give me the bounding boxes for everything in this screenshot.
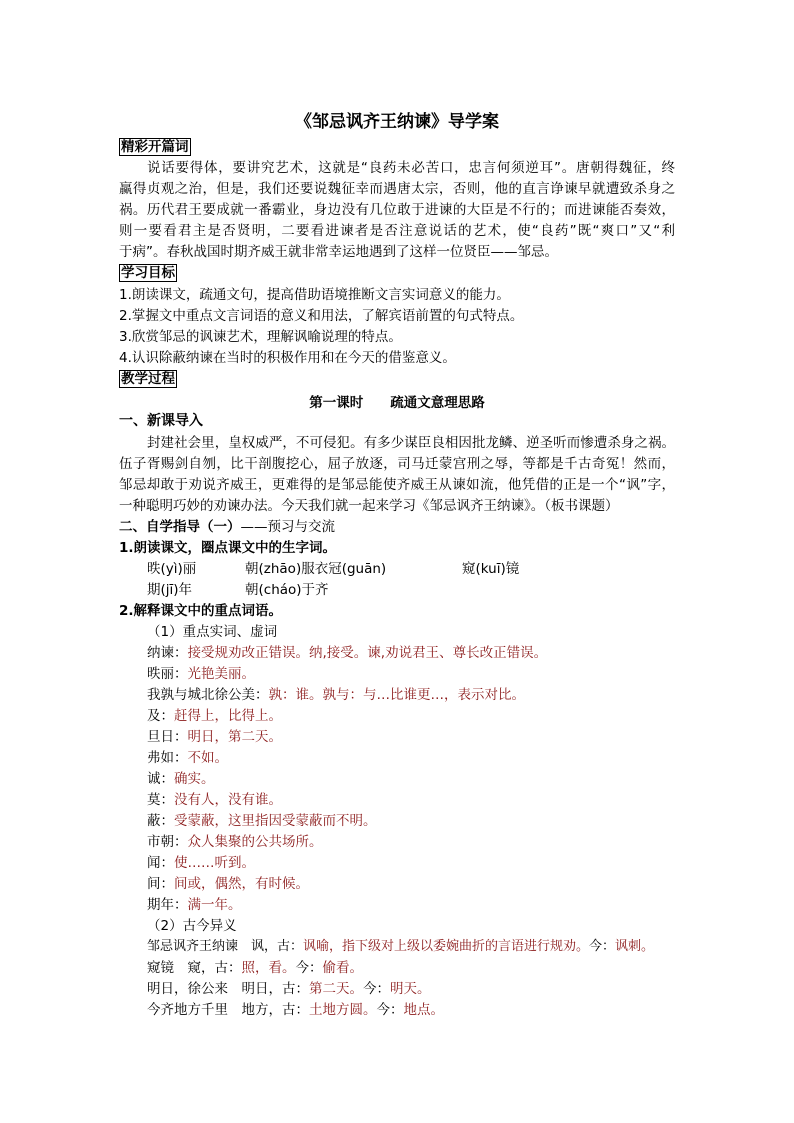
opening-line-1: 说话要得体，要讲究艺术，这就是“良药未必苦口，忠言何须逆耳”。唐朝得魏征，终 — [147, 160, 675, 176]
ancient-phrase: 邹忌讽齐王纳谏 讽，古： — [147, 939, 304, 954]
vocab-term: 昳丽： — [147, 666, 188, 682]
vocab-row — [147, 707, 282, 725]
ancient-meaning: 土地方圆。 — [309, 1002, 377, 1018]
vocab-term: 间： — [147, 876, 174, 892]
opening-line-4: 则一要看君主是否贤明，二要看进谏者是否注意说话的艺术，使“良药”既“爽口”又“利 — [119, 223, 675, 239]
vocab-row — [147, 791, 282, 809]
modern-label: 今： — [589, 939, 616, 954]
vocab-row — [147, 728, 282, 746]
modern-meaning: 偷看。 — [322, 960, 363, 976]
ancient-phrase: 窥镜 窥，古： — [147, 960, 242, 976]
vocab-definition: 赶得上，比得上。 — [174, 708, 282, 724]
vocab-row — [147, 686, 525, 704]
ancient-modern-row — [147, 938, 654, 956]
vocab-definition: 明日，第二天。 — [187, 729, 282, 745]
vocab-row — [147, 749, 228, 767]
ancient-meaning: 第二天。 — [309, 981, 363, 997]
opening-line-3: 祸。历代君王要成就一番霸业，身边没有几位敢于进谏的大臣是不行的；而进谏能否奏效， — [119, 202, 675, 218]
part2-heading: 二、自学指导（一） — [119, 519, 241, 535]
vocab-row — [147, 665, 255, 683]
vocab-row — [147, 644, 547, 662]
opening-line-5: 于病”。春秋战国时期齐威王就非常幸运地遇到了这样一位贤臣——邹忌。 — [119, 244, 558, 260]
part2-subheading: ——预习与交流 — [240, 519, 335, 535]
vocab-definition: 接受规劝改正错误。纳,接受。谏,劝说君王、尊长改正错误。 — [187, 645, 548, 661]
opening-line-2: 赢得贞观之治，但是，我们还要说魏征幸而遇唐太宗，否则，他的直言诤谏早就遭致杀身之 — [119, 181, 675, 197]
intro-line-4: 一种聪明巧妙的劝谏办法。今天我们就一起来学习《邹忌讽齐王纳谏》。（板书课题） — [119, 498, 619, 514]
subsection-2: （2）古今异义 — [147, 918, 237, 934]
modern-meaning: 明天。 — [390, 981, 431, 997]
ancient-modern-row — [147, 980, 431, 998]
ancient-modern-row — [147, 1001, 444, 1019]
vocab-row — [147, 854, 255, 872]
part1-heading: 一、新课导入 — [119, 413, 203, 429]
vocab-term: 期年： — [147, 897, 188, 913]
vocab-term: 我孰与城北徐公美： — [147, 687, 269, 703]
vocab-definition: 满一年。 — [187, 897, 242, 913]
pinyin-word: 朝(zhāo)服衣冠(guān) — [245, 561, 387, 577]
ancient-modern-row — [147, 959, 363, 977]
pinyin-word: 昳(yì)丽 — [147, 561, 197, 577]
document-title: 《邹忌讽齐王纳谏》导学案 — [295, 112, 499, 132]
goal-item: 1.朗读课文，疏通文句，提高借助语境推断文言实词意义的能力。 — [119, 287, 510, 303]
ancient-phrase: 明日，徐公来 明日，古： — [147, 981, 309, 997]
modern-meaning: 地点。 — [403, 1002, 444, 1018]
vocab-row — [147, 770, 215, 788]
question-2: 2.解释课文中的重点词语。 — [119, 603, 283, 619]
vocab-definition: 不如。 — [187, 750, 228, 766]
section-heading-process: 教学过程 — [121, 371, 175, 387]
vocab-term: 市朝： — [147, 834, 188, 850]
modern-label: 今： — [376, 1002, 404, 1018]
modern-meaning: 讽刺。 — [615, 939, 655, 954]
modern-label: 今： — [295, 960, 323, 976]
question-1: 1.朗读课文，圈点课文中的生字词。 — [119, 540, 337, 556]
intro-line-1: 封建社会里，皇权威严，不可侵犯。有多少谋臣良相因批龙鳞、逆圣听而惨遭杀身之祸。 — [147, 435, 675, 451]
lesson-title: 第一课时 疏通文意理思路 — [309, 395, 485, 411]
vocab-row — [147, 812, 377, 830]
subsection-1: （1）重点实词、虚词 — [147, 624, 278, 640]
vocab-row — [147, 833, 323, 851]
vocab-term: 及： — [147, 708, 174, 724]
modern-label: 今： — [363, 981, 390, 997]
vocab-term: 蔽： — [147, 813, 174, 829]
intro-line-3: 邹忌却敢于劝说齐威王，更难得的是邹忌能使齐威王从谏如流，他凭借的正是一个“讽”字， — [119, 477, 675, 493]
intro-line-2: 伍子胥赐剑自刎，比干剖腹挖心，屈子放逐，司马迁蒙宫刑之辱，等都是千古奇冤！然而， — [119, 456, 675, 472]
goal-item: 4.认识除蔽纳谏在当时的积极作用和在今天的借鉴意义。 — [119, 350, 456, 366]
ancient-meaning: 讽喻，指下级对上级以委婉曲折的言语进行规劝。 — [303, 939, 590, 954]
vocab-row — [147, 875, 309, 893]
ancient-phrase: 今齐地方千里 地方，古： — [147, 1002, 309, 1018]
vocab-term: 纳谏： — [147, 645, 188, 661]
section-heading-opening: 精彩开篇词 — [121, 139, 189, 155]
vocab-term: 莫： — [147, 792, 174, 808]
vocab-definition: 孰：谁。孰与：与…比谁更…，表示对比。 — [268, 687, 525, 703]
vocab-definition: 使……听到。 — [174, 855, 255, 871]
vocab-definition: 确实。 — [174, 771, 215, 787]
vocab-definition: 众人集聚的公共场所。 — [187, 834, 323, 850]
vocab-term: 闻： — [147, 855, 174, 871]
vocab-row — [147, 896, 242, 914]
vocab-term: 弗如： — [147, 750, 188, 766]
vocab-definition: 间或，偶然，有时候。 — [174, 876, 309, 892]
vocab-definition: 没有人，没有谁。 — [174, 792, 282, 808]
section-heading-goals: 学习目标 — [121, 265, 175, 281]
vocab-definition: 受蒙蔽，这里指因受蒙蔽而不明。 — [174, 813, 377, 829]
pinyin-word: 朝(cháo)于齐 — [245, 582, 329, 598]
goal-item: 2.掌握文中重点文言词语的意义和用法，了解宾语前置的句式特点。 — [119, 308, 524, 324]
pinyin-word: 期(jī)年 — [147, 582, 193, 598]
vocab-term: 旦日： — [147, 729, 188, 745]
pinyin-word: 窥(kuī)镜 — [462, 561, 520, 577]
vocab-term: 诚： — [147, 771, 174, 787]
goal-item: 3.欣赏邹忌的讽谏艺术，理解讽喻说理的特点。 — [119, 329, 402, 345]
vocab-definition: 光艳美丽。 — [187, 666, 255, 682]
ancient-meaning: 照，看。 — [241, 960, 296, 976]
